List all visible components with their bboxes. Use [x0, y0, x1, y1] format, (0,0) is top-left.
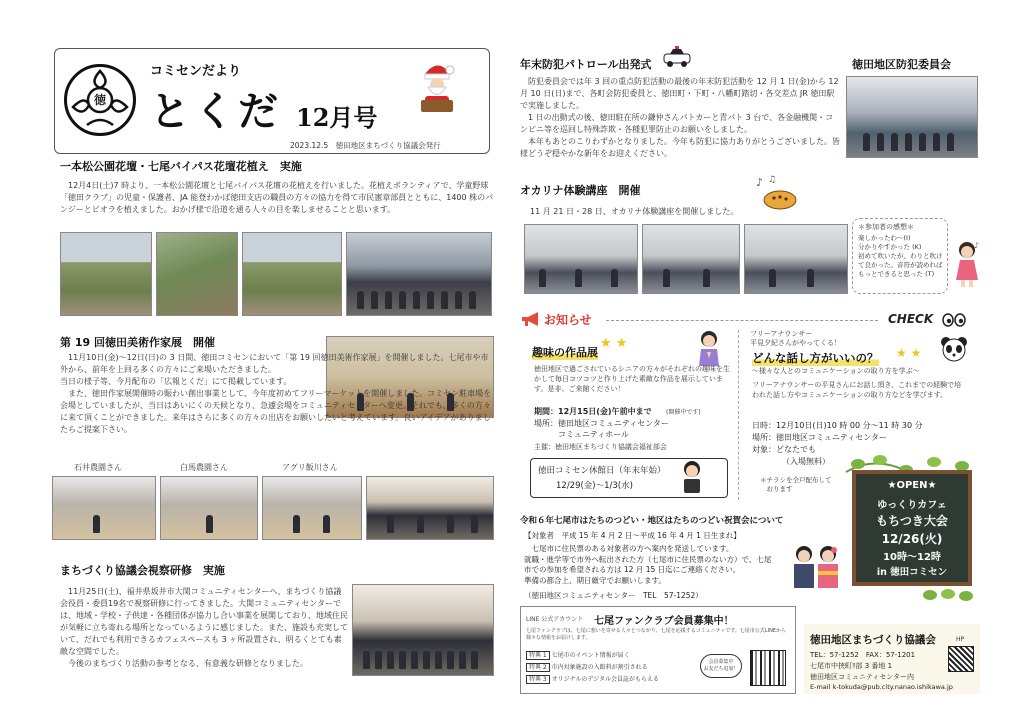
fanclub-bubble: 会員募集中 お友だち追加！: [700, 654, 742, 678]
ceremony-contact: （徳田地区コミュニティセンター TEL 57-1252）: [524, 591, 703, 600]
talk-date: 日時：12月10日(日)10 時 00 分～11 時 30 分: [752, 421, 923, 430]
cafe-time: 10時～12時: [883, 552, 941, 563]
svg-text:♪: ♪: [756, 176, 764, 189]
flower-photo-2: [156, 232, 238, 316]
fanclub-title: 七尾ファンクラブ会員募集中！: [594, 616, 734, 627]
ocarina-photo-2: [642, 224, 740, 294]
footer-center: 徳田地区コミュニティセンター内: [810, 673, 915, 681]
art-caption-1: 石井農園さん: [74, 463, 122, 472]
header-issue: 12月号: [296, 103, 378, 132]
cafe-date: 12/26(火): [881, 532, 943, 546]
market-photo-1: [52, 476, 156, 540]
megaphone-icon: [520, 310, 542, 328]
talk-fee: （入場無料）: [782, 457, 830, 466]
ocarina-title: オカリナ体験講座 開催: [520, 184, 641, 197]
ceremony-body: 七尾市に住民票のある対象者の方へ案内を発送しています。 就職・進学等で市外へ転出された方（七尾市に住民票のない方）で、七尾市での参加を希望される方は 12 月 15 日迄にご連絡ください。 準備の都合上、期日厳守でお願いします。: [524, 544, 772, 585]
praying-girl-icon: [696, 330, 722, 368]
svg-text:♫: ♫: [768, 175, 777, 185]
hobby-host: 主催：徳田地区まちづくり協議会福祉部会: [534, 443, 667, 451]
footer-qr-code[interactable]: [948, 646, 974, 672]
fanclub-intro: 七尾ファンクラブは、七尾に想いを寄せる人々とつながり、七尾を応援するコミュニティです。七尾市公式LINEから様々な情報をお届けします。: [526, 628, 786, 641]
cafe-vine-bottom: [920, 586, 980, 604]
check-eyes-icon: [942, 312, 966, 326]
hobby-place: 場所：徳田地区コミュニティセンター コミュニティホール: [534, 419, 669, 439]
hobby-title: 趣味の作品展: [532, 346, 598, 359]
perk-text: 市内対象施設の入館料が割引される: [551, 664, 648, 671]
market-photo-3: [262, 476, 362, 540]
flower-photo-4: [346, 232, 492, 316]
perk-tag: 特典 1: [526, 651, 550, 660]
talk-stars-icon: ★ ★: [896, 346, 922, 360]
flower-photo-1: [60, 232, 152, 316]
header-date-line: 2023.12.5 徳田地区まちづくり協議会発行: [290, 141, 441, 150]
panda-icon: [940, 336, 968, 362]
patrol-photo: [846, 76, 978, 158]
ocarina-photo-1: [524, 224, 638, 294]
cafe-place: in 徳田コミセン: [876, 567, 948, 578]
footer-address: 七尾市中挟町ﾘ部 3 番地 1: [810, 662, 893, 670]
hobby-period-note: (開催中です): [666, 409, 701, 416]
art-body: 11月10日(金)～12日(日)の 3 日間、徳田コミセンにおいて「第 19 回徳田美術作家展」を開催しました。七尾市や市外から、前年を上回る多くの方々にご来場いただきました。 当日の様子等、今月配布の「広報とくだ」にて掲載しています。 また、徳田作家展開催時の賑わい創出事業として、今年度初めてフリーマーケットを開催しました。コミセン駐車場を会場としていましたが、当日はあいにくの天候となり、急遽会場をコミュニティセンターへ変更。それでも、多くの方々に来て頂くことができました。来年はさらに多くの方々の出店をお願いしたいと考えています。良いアイデアがありましたらご提案下さい。: [60, 353, 492, 434]
fanclub-perk-2: [526, 662, 648, 671]
footer-hp-label: HP: [956, 636, 965, 643]
hobby-body: 徳田地区で過ごされているシニアの方々がそれぞれの趣味を生かして毎日コツコツと作り上げた素敵な作品を展示しています。是非、ご来館ください！: [534, 365, 730, 393]
art-caption-2: 白馬農園さん: [180, 463, 228, 472]
closed-title: 徳田コミセン休館日（年末年始）: [538, 466, 666, 476]
hobby-stars-icon: ★ ★: [600, 336, 628, 351]
talk-body: フリーアナウンサーの平見さんにお話し頂き、これまでの経験で培われた話し方やコミュニケーションの取り方などを学びます。: [752, 381, 962, 399]
svg-text:♪: ♪: [974, 241, 980, 250]
header-kicker: コミセンだより: [150, 64, 242, 79]
cafe-event: もちつき大会: [876, 514, 948, 528]
footer-email[interactable]: E-mail k-tokuda@pub.city.nanao.ishikawa.jp: [810, 683, 953, 691]
cafe-open: ★OPEN★: [887, 480, 937, 491]
header-title: とくだ: [150, 88, 282, 135]
closed-dates: 12/29(金)～1/3(水): [556, 481, 633, 491]
study-title: まちづくり協議会視察研修 実施: [60, 564, 225, 577]
talk-presenter: フリーアナウンサー 平見夕紀さんがやってくる！: [750, 330, 841, 347]
perk-tag: 特典 2: [526, 663, 550, 672]
perk-text: 七尾市のイベント情報が届く: [551, 652, 630, 659]
hobby-period: 期間：12月15日(金)午前中まで: [534, 407, 652, 416]
talk-place: 場所：徳田地区コミュニティセンター: [752, 433, 887, 442]
fanclub-account: LINE 公式アカウント: [526, 616, 584, 623]
ocarina-body: 11 月 21 日・28 日、オカリナ体験講座を開催しました。: [530, 207, 739, 216]
singing-girl-icon: [952, 240, 982, 288]
talk-subtitle: ～様々な人とのコミュニケーションの取り方を学ぶ～: [752, 367, 920, 375]
kimono-couple-icon: [790, 544, 842, 590]
footer-org: 徳田地区まちづくり協議会: [810, 634, 936, 646]
ceremony-title: 令和６年七尾市はたちのつどい・地区はたちのつどい祝賀会について: [520, 516, 784, 526]
impressions-body: 楽しかったわ～(I) 分かりやすかった (K) 初めて吹いたが、わりと吹けて良かった。音符が読めればもっとできると思った (T): [858, 234, 943, 278]
check-label: CHECK: [888, 312, 934, 326]
police-car-icon: [662, 46, 692, 68]
boy-icon: [680, 460, 704, 494]
talk-title: どんな話し方がいいの？: [752, 351, 879, 365]
art-caption-3: アグリ飯川さん: [282, 463, 338, 472]
patrol-body: 防犯委員会では年 3 回の重点防犯活動の最後の年末防犯活動を 12 月 1 日(金)から 12 月 10 日(日)まで、各町会防犯委員と、徳田町・下町・八幡町踏切・各交差点 JR 徳田駅で実施しました。 1 日の出動式の後、徳田駐在所の鎌仲さんパトカーと青パト 3 台で、各金融機関・コンビニ等を巡回し特殊詐欺・各種犯罪防止のお願いをしました。 本年もあとのこりわずかとなりました。今年も防犯に協力ありがとうございました。皆様どうぞ穏やかな新年をお迎えください。: [520, 77, 840, 158]
fanclub-perk-1: [526, 650, 630, 659]
patrol-title: 年末防犯パトロール出発式: [520, 58, 652, 71]
impressions-title: ＊参加者の感想＊: [858, 223, 914, 231]
notice-label: お知らせ: [544, 313, 592, 327]
perk-tag: 特典 3: [526, 675, 550, 684]
patrol-org: 徳田地区防犯委員会: [852, 58, 951, 71]
perk-text: オリジナルのデジタル会員証がもらえる: [551, 676, 659, 683]
ocarina-photo-3: [744, 224, 848, 294]
flower-title: 一本松公園花壇・七尾バイパス花壇花植え 実施: [60, 160, 302, 173]
market-photo-4: [366, 476, 494, 540]
fanclub-perk-3: [526, 674, 659, 683]
market-photo-2: [160, 476, 258, 540]
fanclub-qr-code[interactable]: [750, 650, 786, 686]
santa-illustration: [417, 58, 457, 114]
talk-target: 対象：どなたでも: [752, 445, 816, 454]
footer-tel: TEL：57-1252 FAX：57-1201: [810, 651, 916, 659]
flower-photo-3: [242, 232, 342, 316]
notice-divider: [606, 320, 878, 321]
flower-body: 12月4日(土)7 時より、一本松公園花壇と七尾バイパス花壇の花植えを行いました。花植えボランティアで、学童野球「徳田クラブ」の児童・保護者、JA 能登わかば徳田支店の職員の方々の協力を得て市民憲章部員とともに、1400 株のパンジーとビオラを植えました。おかげ様で沿道を通る人々の目を楽しませることと思います。: [60, 181, 494, 214]
talk-note: ＊チラシを全戸配布して おります: [760, 476, 832, 493]
study-group-photo: [352, 584, 494, 676]
art-title: 第 19 回徳田美術作家展 開催: [60, 336, 215, 349]
cafe-name: ゆっくりカフェ: [877, 500, 947, 511]
masthead-stamp-text: 徳: [93, 93, 106, 107]
study-body: 11月25日(土)、福井県坂井市大関コミュニティセンターへ、まちづくり協議会役員・委員19名で視察研修に行ってきました。大関コミュニティセンターでは、地域・学校・子供達・各種団体が協力し合い事業を展開しており、地域住民が気軽に立ち寄れる場所となっているように感じました。また、施設も充実していて、だれでも利用できるカフェスペースも 3 ヶ所設置され、明るくとても素敵な空間でした。 今後のまちづくり活動の参考となる、有意義な研修となりました。: [60, 587, 348, 668]
ceremony-target: 【対象者 平成 15 年 4 月 2 日～平成 16 年 4 月 1 日生まれ】: [524, 531, 741, 540]
